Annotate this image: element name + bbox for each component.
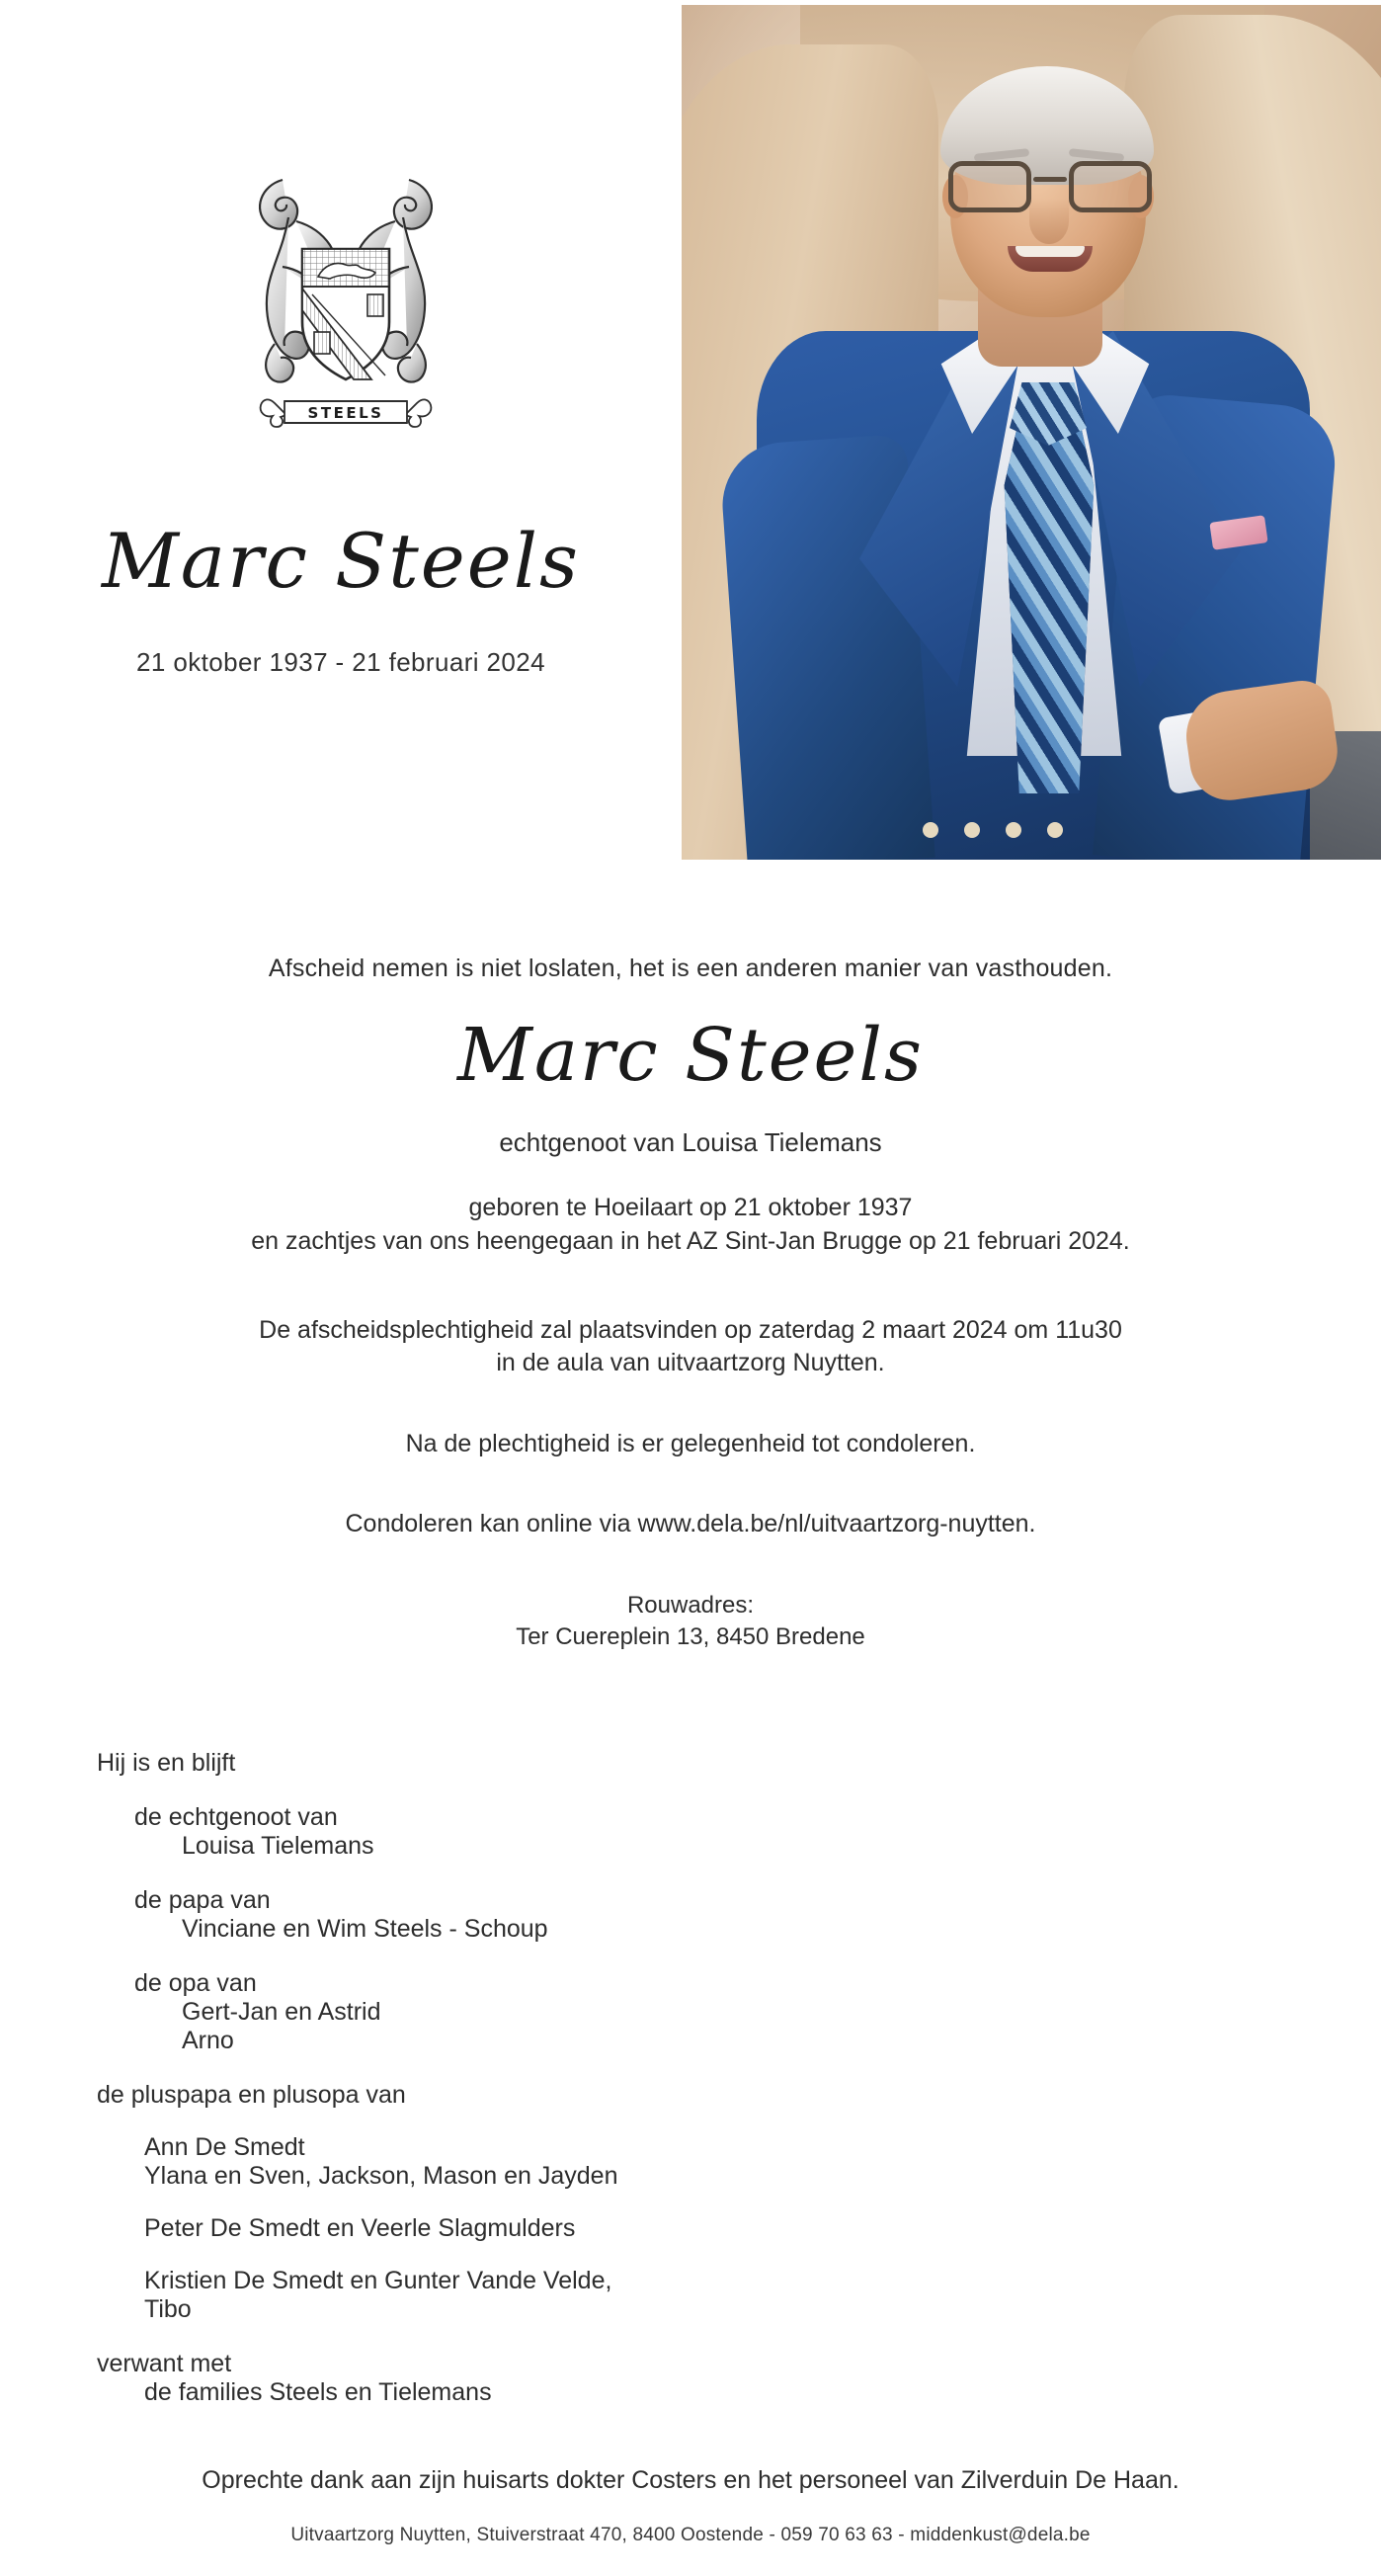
family-member: Peter De Smedt en Veerle Slagmulders bbox=[144, 2213, 576, 2242]
family-member: de families Steels en Tielemans bbox=[144, 2377, 492, 2406]
birth-death-block bbox=[0, 1192, 1381, 1259]
right-lens bbox=[1069, 161, 1152, 212]
crest-column bbox=[0, 0, 682, 870]
step-entry bbox=[97, 2214, 1381, 2243]
family-role: de papa van bbox=[134, 1885, 271, 1914]
step-entry bbox=[97, 2267, 1381, 2324]
family-list bbox=[0, 1749, 1381, 2407]
family-member: Arno bbox=[182, 2026, 234, 2054]
nose bbox=[1029, 199, 1069, 244]
crest-banner-text: STEELS bbox=[307, 404, 384, 422]
family-group-related bbox=[97, 2350, 1381, 2407]
family-group-grandchildren bbox=[97, 1969, 1381, 2055]
mourning-address-block bbox=[0, 1590, 1381, 1654]
family-group-step bbox=[97, 2081, 1381, 2324]
thanks-line: Oprechte dank aan zijn huisarts dokter Costers en het personeel van Zilverduin De Haan. bbox=[202, 2465, 1179, 2494]
family-intro: Hij is en blijft bbox=[97, 1748, 236, 1777]
chair-button bbox=[923, 822, 938, 838]
card-body bbox=[0, 870, 1381, 2546]
family-member: Ann De Smedt bbox=[144, 2132, 305, 2161]
header-name-script: Marc Steels bbox=[101, 517, 581, 605]
birth-line: geboren te Hoeilaart op 21 oktober 1937 bbox=[468, 1194, 913, 1221]
mourning-address-value: Ter Cuereplein 13, 8450 Bredene bbox=[516, 1623, 865, 1651]
step-entry bbox=[97, 2133, 1381, 2191]
family-member: Gert-Jan en Astrid bbox=[182, 1997, 381, 2026]
death-line: en zachtjes van ons heengegaan in het AZ Sint-Jan Brugge op 21 februari 2024. bbox=[251, 1226, 1130, 1255]
mourning-address-label: Rouwadres: bbox=[626, 1592, 755, 1619]
family-member: Louisa Tielemans bbox=[182, 1831, 374, 1860]
family-group-children bbox=[97, 1886, 1381, 1944]
condolence-online-link[interactable]: Condoleren kan online via www.dela.be/nl/uitvaartzorg-nuytten. bbox=[345, 1510, 1036, 1537]
family-member-children: Tibo bbox=[144, 2294, 192, 2323]
chair-button bbox=[964, 822, 980, 838]
family-member: Kristien De Smedt en Gunter Vande Velde, bbox=[144, 2266, 612, 2294]
memorial-quote: Afscheid nemen is niet loslaten, het is een anderen manier van vasthouden. bbox=[268, 955, 1113, 982]
coat-of-arms-icon bbox=[227, 138, 464, 445]
spouse-line: echtgenoot van Louisa Tielemans bbox=[499, 1127, 882, 1157]
teeth bbox=[1015, 246, 1085, 257]
header-life-dates: 21 oktober 1937 - 21 februari 2024 bbox=[136, 647, 545, 677]
glasses-bridge bbox=[1033, 177, 1067, 182]
left-lens bbox=[948, 161, 1031, 212]
funeral-provider-footer: Uitvaartzorg Nuytten, Stuiverstraat 470, 8400 Oostende - 059 70 63 63 - middenkust@dela.be bbox=[290, 2524, 1091, 2545]
condolence-after-ceremony: Na de plechtigheid is er gelegenheid tot condoleren. bbox=[405, 1430, 976, 1457]
chair-button-row bbox=[923, 822, 1100, 842]
chair-button bbox=[1047, 822, 1063, 838]
ceremony-location-line: in de aula van uitvaartzorg Nuytten. bbox=[496, 1349, 885, 1377]
family-member-children: Ylana en Sven, Jackson, Mason en Jayden bbox=[144, 2161, 618, 2190]
family-group-spouse bbox=[97, 1803, 1381, 1861]
card-header bbox=[0, 0, 1381, 870]
portrait-photo bbox=[682, 5, 1381, 860]
ceremony-block bbox=[0, 1314, 1381, 1381]
family-role: de opa van bbox=[134, 1968, 257, 1997]
family-role: verwant met bbox=[97, 2349, 232, 2377]
ceremony-datetime-line: De afscheidsplechtigheid zal plaatsvinden op zaterdag 2 maart 2024 om 11u30 bbox=[259, 1315, 1122, 1344]
family-role: de pluspapa en plusopa van bbox=[97, 2080, 406, 2109]
family-role: de echtgenoot van bbox=[134, 1802, 338, 1831]
chair-button bbox=[1006, 822, 1021, 838]
family-member: Vinciane en Wim Steels - Schoup bbox=[182, 1914, 548, 1943]
deceased-name-script: Marc Steels bbox=[457, 1013, 924, 1098]
